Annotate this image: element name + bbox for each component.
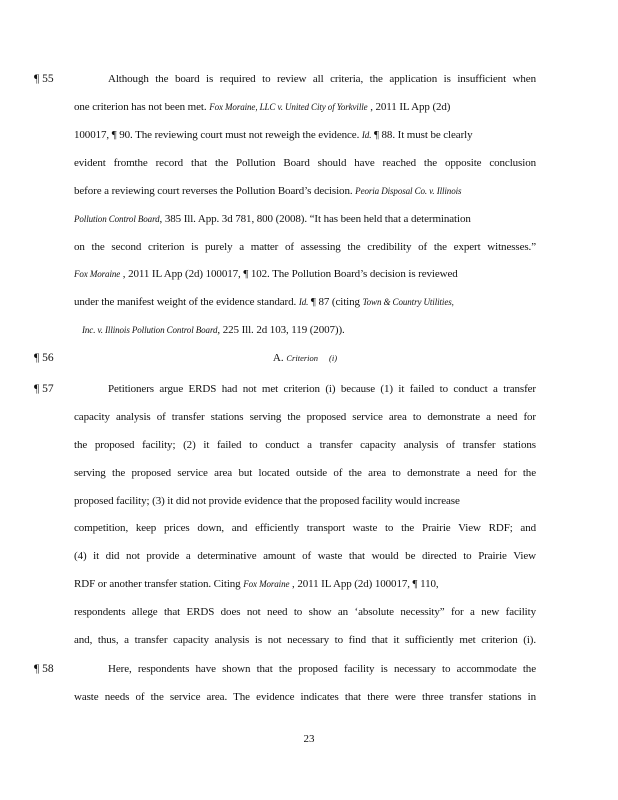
id-citation: Id. <box>361 130 372 140</box>
case-citation: Peoria Disposal Co. v. Illinois <box>355 186 462 196</box>
paragraph-number-58: ¶ 58 <box>34 663 54 675</box>
p57-line-4: serving the proposed service area but located outside of the area to demonstrate a need for the <box>74 467 536 479</box>
p57-line-8-tail: , 2011 IL App (2d) 100017, ¶ 110, <box>289 578 439 590</box>
p57-line-8 <box>74 578 536 590</box>
paragraph-number-57: ¶ 57 <box>34 383 54 395</box>
p57-line-3: the proposed facility; (2) it failed to conduct a transfer capacity analysis of transfer stations <box>74 439 536 451</box>
citation-text: , 2011 IL App (2d) <box>370 101 451 113</box>
heading-prefix: A. <box>272 352 284 364</box>
p55-line-9-mid: ¶ 87 (citing <box>310 296 360 308</box>
p55-line-9 <box>74 296 536 308</box>
p55-line-4: evident fromthe record that the Pollution Board should have reached the opposite conclusion <box>74 157 536 169</box>
section-heading <box>74 352 536 364</box>
p55-line-2 <box>74 101 536 113</box>
p55-line-3-text: 100017, ¶ 90. The reviewing court must not reweigh the evidence. <box>74 129 360 141</box>
p58-line-2: waste needs of the service area. The evidence indicates that there were three transfer stations in <box>74 691 536 703</box>
page-number: 23 <box>303 733 315 745</box>
p55-line-7: on the second criterion is purely a matter of assessing the credibility of the expert witnesses.” <box>74 241 536 253</box>
p55-line-3 <box>74 129 536 141</box>
p55-line-8 <box>74 268 536 280</box>
case-citation: Fox Moraine, LLC v. United City of Yorkville <box>209 102 368 112</box>
p55-line-6-text: , 385 Ill. App. 3d 781, 800 (2008). “It has been held that a determination <box>159 213 471 225</box>
p57-line-9: respondents allege that ERDS does not need to show an ‘absolute necessity” for a new facility <box>74 606 536 618</box>
p57-line-2: capacity analysis of transfer stations serving the proposed service area to demonstrate a need for <box>74 411 536 423</box>
p57-line-10: and, thus, a transfer capacity analysis is not necessary to find that it sufficiently met criterion (i). <box>74 634 536 646</box>
id-citation: Id. <box>298 297 309 307</box>
heading-suffix: (i) <box>329 353 338 363</box>
heading-italic: Criterion <box>286 353 319 363</box>
p58-line-1: Here, respondents have shown that the proposed facility is necessary to accommodate the <box>108 663 536 675</box>
p55-line-5-text: before a reviewing court reverses the Pollution Board’s decision. <box>74 185 353 197</box>
p57-line-6: competition, keep prices down, and efficiently transport waste to the Prairie View RDF; and <box>74 522 536 534</box>
p55-line-1: Although the board is required to review all criteria, the application is insufficient when <box>108 73 536 85</box>
p57-line-8-text: RDF or another transfer station. Citing <box>74 578 241 590</box>
p57-line-7: (4) it did not provide a determinative amount of waste that would be directed to Prairie View <box>74 550 536 562</box>
p55-line-2-text: one criterion has not been met. <box>74 101 207 113</box>
p55-line-5 <box>74 185 536 197</box>
case-citation: Inc. v. Illinois Pollution Control Board <box>82 325 218 335</box>
case-citation: Fox Moraine <box>74 269 121 279</box>
p55-line-9-text: under the manifest weight of the evidence standard. <box>74 296 297 308</box>
p55-line-10 <box>82 324 544 336</box>
paragraph-number-55: ¶ 55 <box>34 73 54 85</box>
p55-line-6 <box>74 213 536 225</box>
case-citation: Town & Country Utilities, <box>362 297 454 307</box>
p57-line-1: Petitioners argue ERDS had not met criterion (i) because (1) it failed to conduct a transfer <box>108 383 536 395</box>
case-citation: Fox Moraine <box>243 579 290 589</box>
p57-line-5: proposed facility; (3) it did not provide evidence that the proposed facility would increase <box>74 495 460 507</box>
case-citation: Pollution Control Board <box>74 214 160 224</box>
paragraph-number-56: ¶ 56 <box>34 352 54 364</box>
p55-line-3-tail: ¶ 88. It must be clearly <box>374 129 473 141</box>
p55-line-8-text: , 2011 IL App (2d) 100017, ¶ 102. The Pollution Board’s decision is reviewed <box>120 268 458 280</box>
p55-line-10-text: , 225 Ill. 2d 103, 119 (2007)). <box>217 324 345 336</box>
